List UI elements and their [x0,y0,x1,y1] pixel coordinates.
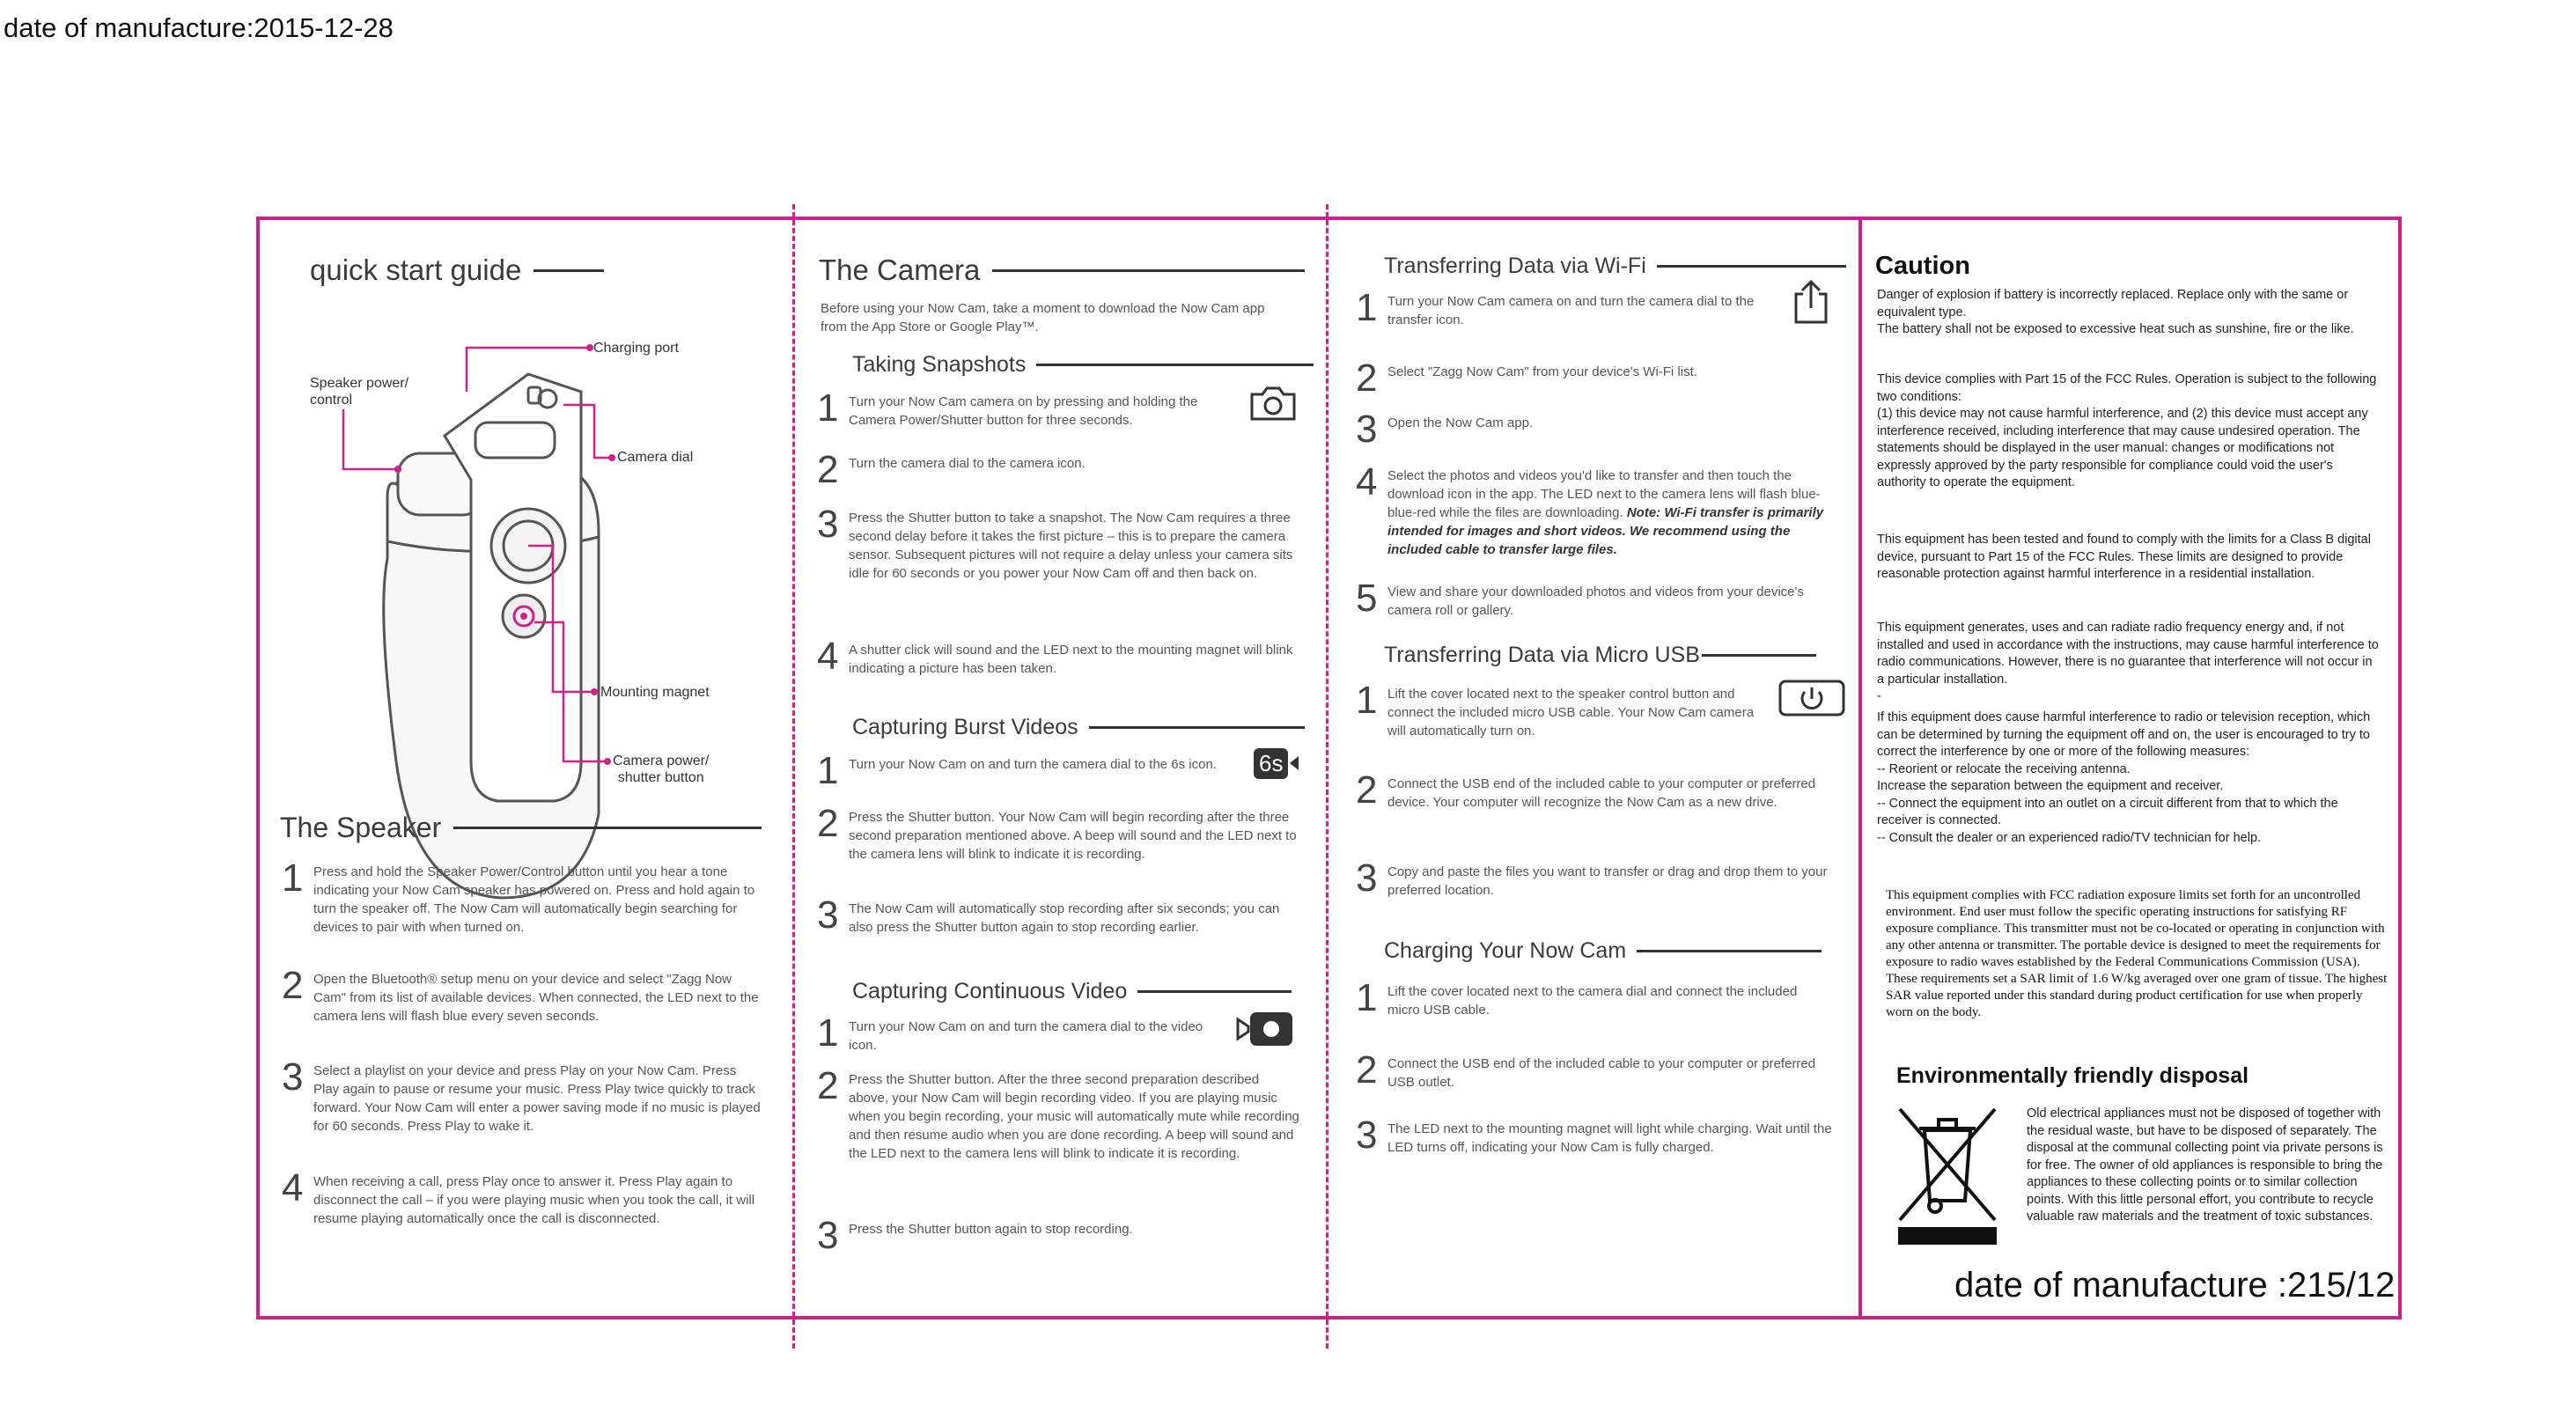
step-number: 1 [817,386,839,430]
snapshot-step [817,505,1298,583]
burst-6s-icon [1254,745,1303,782]
step-number: 4 [282,1166,304,1209]
step-text: Select the photos and videos you'd like to transfer and then touch the download icon in the app. The LED next to the camera lens will flash blue-blue-red while the files are downloading. [1387,468,1821,520]
step-text: Connect the USB end of the included cable to your computer or preferred device. Your computer will recognize the Now Cam as a new drive. [1387,776,1816,810]
step-number: 4 [1356,460,1378,504]
step-text: Press and hold the Speaker Power/Control button until you hear a tone indicating your Now Cam speaker has powered on. Press and hold again to turn the speaker off. The Now Cam will automatically begin searching for devices to pair with when turned on. [313,864,755,935]
camera-title [819,254,1305,287]
snapshots-title-text: Taking Snapshots [852,352,1027,377]
step-number: 2 [1356,1048,1378,1092]
callout-camera-dial: Camera dial [617,450,694,465]
caution-interference-measures-text: If this equipment does cause harmful interference to radio or television reception, which can be determined by turning the equipment off and on, the user is encouraged to try to correct the interference by one or more of the following measures: -- Reorient or relocate the receiving antenna. Increase the separation between the equipment and receiver. -- Connect the equipment into an outlet on a circuit different from that to which the receiver is connected. -- Consult the dealer or an experienced radio/TV technician for help. [1877,710,2371,845]
continuous-step [817,1064,1302,1163]
video-icon [1236,1007,1296,1049]
step-number: 2 [817,1064,839,1107]
camera-title-text: The Camera [819,254,981,286]
usb-step [1356,768,1841,812]
environment-disposal-text: Old electrical appliances must not be disposed of together with the residual waste, but have to be disposed of separately. The disposal at the communal collecting point via private persons is for free. The owner of old appliances is responsible to bring the appliances to these collecting points or to similar collection points. With this little personal effort, you contribute to recycle valuable raw materials and the treatment of toxic substances. [2027,1106,2383,1224]
step-text: Open the Bluetooth® setup menu on your device and select "Zagg Now Cam" from its list of available devices. When connected, the LED next to the camera lens will flash blue every seven seconds. [313,972,759,1024]
step-number: 1 [1356,286,1378,329]
callout-mounting-magnet: Mounting magnet [600,685,710,700]
caution-title: Caution [1875,252,1970,280]
step-text: Turn the camera dial to the camera icon. [849,456,1086,471]
step-text: Press the Shutter button to take a snapshot. The Now Cam requires a three second delay before it takes the first picture – this is to prepare the camera sensor. Subsequent pictures will not require a delay unless your camera sits idle for 60 seconds or you power your Now Cam off and then back on. [849,511,1293,581]
step-text: Select a playlist on your device and press Play on your Now Cam. Press Play again to pause or resume your music. Press Play twice quickly to track forward. Your Now Cam will enter a power saving mode if no music is played for 60 seconds. Press Play to wake it. [313,1063,761,1134]
wifi-title [1384,254,1846,279]
panel-camera [801,220,1321,1316]
step-number: 2 [817,448,839,491]
wifi-step [1356,356,1828,400]
continuous-title [852,979,1292,1004]
power-icon [1778,680,1845,718]
charging-step [1356,1116,1845,1157]
step-number: 3 [1356,856,1378,900]
burst-step [817,749,1254,792]
burst-title-text: Capturing Burst Videos [852,715,1078,739]
caution-classb-text: This equipment has been tested and found to comply with the limits for a Class B digital device, pursuant to Part 15 of the FCC Rules. These limits are designed to provide reasonable protection against harmful interference in a residential installation. [1877,533,2371,581]
quick-start-title-text: quick start guide [310,254,522,286]
wifi-title-text: Transferring Data via Wi-Fi [1384,254,1646,278]
step-text: Press the Shutter button. Your Now Cam will begin recording after the three second preparation mentioned above. A beep will sound and the LED next to the camera lens will blink to indicate it is recording. [849,810,1297,862]
step-number: 5 [1356,577,1378,620]
title-rule [1089,726,1305,729]
step-text: Turn your Now Cam camera on by pressing and holding the Camera Power/Shutter button for three seconds. [849,394,1198,428]
step-text: Lift the cover located next to the speaker control button and connect the included micro USB cable. Your Now Cam camera will automatically turn on. [1387,687,1755,739]
step-number: 2 [1356,356,1378,400]
share-transfer-icon [1791,278,1831,326]
snapshot-step [817,637,1298,678]
wifi-step [1356,410,1828,449]
continuous-step [817,1214,1302,1257]
quick-start-title [310,254,604,287]
charging-step [1356,1048,1828,1092]
snapshot-step [817,386,1236,430]
caution-rf-energy-text: This equipment generates, uses and can radiate radio frequency energy and, if not installed and used in accordance with the instructions, may cause harmful interference to radio communications. However, there is no guarantee that interference will not occur in a particular installation. - [1877,621,2379,703]
wifi-step [1356,579,1828,620]
panel-transfer [1335,220,1854,1316]
step-number: 3 [817,1214,839,1257]
burst-title [852,715,1305,740]
step-text: Turn your Now Cam camera on and turn the camera dial to the transfer icon. [1387,294,1755,327]
title-rule [992,269,1305,272]
manufacture-date-header: date of manufacture:2015-12-28 [4,12,394,43]
usb-step [1356,856,1841,900]
wifi-transfer-note: Note: Wi-Fi transfer is primarily intended for images and short videos. We recommend using the included cable to transfer large files. [1387,505,1824,557]
step-number: 3 [817,893,839,937]
burst-step [817,893,1302,937]
step-number: 1 [1356,976,1378,1019]
burst-6s-icon-label: 6s [1254,748,1288,779]
title-rule [1702,654,1816,657]
sar-statement-text: This equipment complies with FCC radiation exposure limits set forth for an uncontrolled environment. End user must follow the specific operating instructions for satisfying RF exposure compliance. This transmitter must not be co-located or operating in conjunction with any other antenna or transmitter. The portable device is designed to meet the requirements for exposure to radio waves established by the Federal Communications Commission (USA). These requirements set a SAR limit of 1.6 W/kg averaged over one gram of tissue. The highest SAR value reported under this standard during product certification for use when properly worn on the body. [1886,888,2388,1019]
title-rule [1137,990,1292,993]
title-rule [1637,950,1822,952]
step-text: Turn your Now Cam on and turn the camera dial to the 6s icon. [849,757,1217,772]
usb-title [1384,643,1816,668]
title-rule [534,269,604,272]
title-rule [1657,265,1846,268]
step-number: 2 [1356,768,1378,812]
step-text: A shutter click will sound and the LED next to the mounting magnet will blink indicating a picture has been taken. [849,643,1293,676]
burst-6s-icon-tail [1290,756,1299,770]
camera-icon [1248,384,1298,423]
step-number: 1 [282,856,304,900]
step-text: Press the Shutter button. After the three second preparation described above, your Now Cam will begin recording video. If you are playing music when you begin recording, your music will automatically mute while recording and then resume audio when you are done recording. A beep will sound and the LED next to the camera lens will blink to indicate it is recording. [849,1072,1299,1161]
wifi-step [1356,460,1841,559]
charging-title-text: Charging Your Now Cam [1384,938,1627,963]
step-text: Turn your Now Cam on and turn the camera dial to the video icon. [849,1019,1203,1053]
panel-caution [1865,220,2398,1316]
weee-crossed-bin-icon [1895,1102,2000,1246]
fold-line-1 [792,204,795,1349]
step-text: Press the Shutter button again to stop recording. [849,1222,1133,1237]
step-number: 1 [1356,679,1378,722]
step-text: Lift the cover located next to the camera dial and connect the included micro USB cable. [1387,984,1798,1018]
step-number: 2 [817,802,839,845]
step-number: 1 [817,749,839,792]
burst-step [817,802,1302,864]
usb-title-text: Transferring Data via Micro USB [1384,643,1700,667]
speaker-title [280,812,762,844]
manufacture-date-stamp: date of manufacture :215/12 [1954,1266,2396,1305]
step-text: Select "Zagg Now Cam" from your device's Wi-Fi list. [1387,364,1697,379]
speaker-step [282,964,775,1025]
step-text: Copy and paste the files you want to transfer or drag and drop them to your preferred location. [1387,864,1828,898]
environment-title: Environmentally friendly disposal [1896,1063,2249,1088]
continuous-step [817,1011,1227,1055]
usb-step [1356,681,1775,740]
camera-intro: Before using your Now Cam, take a moment to download the Now Cam app from the App Store or Google Play™. [821,301,1265,334]
wifi-step [1356,286,1784,329]
step-text: View and share your downloaded photos and videos from your device's camera roll or gallery. [1387,584,1804,618]
caution-battery-text: Danger of explosion if battery is incorrectly replaced. Replace only with the same or equivalent type. The battery shall not be exposed to excessive heat such as sunshine, fire or the like. [1877,288,2354,336]
title-rule [1036,364,1314,366]
step-number: 3 [282,1055,304,1099]
callout-camera-power: Camera power/ shutter button [613,753,710,785]
callout-charging-port: Charging port [593,341,679,356]
charging-title [1384,938,1822,964]
step-number: 4 [817,635,839,678]
callout-speaker-power: Speaker power/ control [310,376,409,408]
title-rule [453,827,762,829]
caution-panel-divider [1858,217,1862,1319]
step-number: 3 [1356,1114,1378,1157]
step-number: 3 [1356,408,1378,451]
speaker-step [282,1166,775,1228]
step-text: The Now Cam will automatically stop recording after six seconds; you can also press the Shutter button again to stop recording earlier. [849,901,1280,935]
caution-fcc-part15-text: This device complies with Part 15 of the FCC Rules. Operation is subject to the following two conditions: (1) this device may not cause harmful interference, and (2) this device must accept any interference received, including interference that may cause undesired operation. The statements should be displayed in the user manual: changes or modifications not expressly approved by the party responsible for compliance could void the user's authority to operate the equipment. [1877,372,2377,489]
panel-quick-start [264,220,784,1316]
step-number: 3 [817,503,839,546]
snapshot-step [817,448,1289,491]
step-number: 2 [282,964,304,1007]
continuous-title-text: Capturing Continuous Video [852,979,1128,1003]
fold-line-2 [1326,204,1328,1349]
speaker-step [282,856,775,937]
step-text: Open the Now Cam app. [1387,415,1534,430]
snapshots-title [852,352,1314,378]
step-text: When receiving a call, press Play once to answer it. Press Play again to disconnect the call – if you were playing music when you took the call, it will resume playing automatically once the call is disconnected. [313,1174,755,1226]
speaker-title-text: The Speaker [280,812,442,843]
step-text: Connect the USB end of the included cable to your computer or preferred USB outlet. [1387,1056,1816,1090]
step-text: The LED next to the mounting magnet will light while charging. Wait until the LED turns off, indicating your Now Cam is fully charged. [1387,1121,1832,1155]
speaker-step [282,1055,775,1136]
step-number: 1 [817,1011,839,1055]
charging-step [1356,976,1828,1019]
